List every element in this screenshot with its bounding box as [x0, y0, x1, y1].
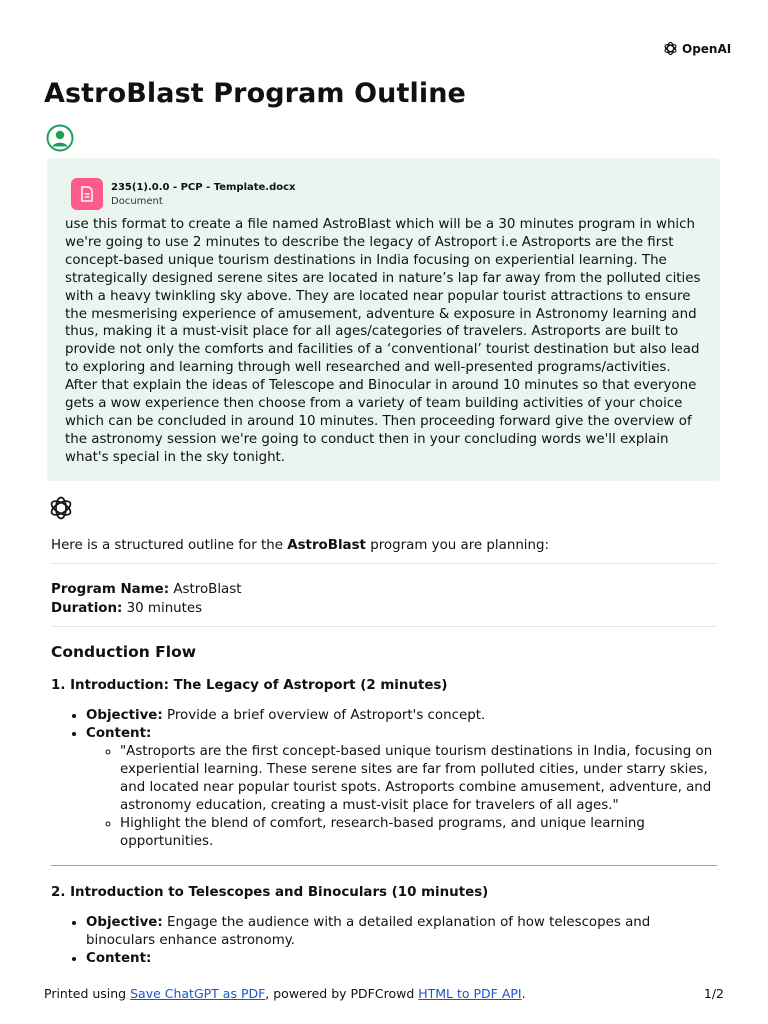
objective-text: Engage the audience with a detailed explanation of how telescopes and binoculars enhance astronomy. — [86, 915, 651, 948]
attachment-name: 235(1).0.0 - PCP - Template.docx — [111, 181, 296, 193]
openai-icon — [662, 40, 679, 57]
part-2-list — [51, 914, 717, 968]
objective-label: Objective: — [86, 708, 163, 723]
divider — [51, 626, 717, 627]
footer-middle: , powered by PDFCrowd — [265, 986, 419, 1001]
objective-text: Provide a brief overview of Astroport's concept. — [162, 708, 486, 723]
list-item — [86, 707, 717, 725]
save-chatgpt-link[interactable]: Save ChatGPT as PDF — [130, 986, 266, 1001]
footer-text — [44, 986, 526, 1001]
user-avatar-icon — [46, 124, 74, 152]
objective-label: Objective: — [86, 915, 163, 930]
list-item — [86, 950, 717, 968]
content-label: Content: — [86, 726, 152, 741]
content-label: Content: — [86, 951, 152, 966]
user-prompt-box — [47, 158, 720, 481]
part-1-list — [51, 707, 717, 851]
duration-value: 30 minutes — [122, 601, 203, 616]
footer-prefix: Printed using — [44, 986, 131, 1001]
openai-logo — [662, 40, 731, 57]
section-heading: Conduction Flow — [51, 643, 197, 661]
attachment-type: Document — [111, 195, 163, 207]
page-title: AstroBlast Program Outline — [44, 78, 466, 109]
intro-bold: AstroBlast — [287, 538, 366, 553]
duration-line — [51, 599, 717, 618]
intro-text: Here is a structured outline for the — [51, 538, 288, 553]
program-name-value: AstroBlast — [169, 582, 242, 597]
list-item — [86, 725, 717, 851]
duration-label: Duration: — [51, 601, 123, 616]
part-heading: 1. Introduction: The Legacy of Astroport (2 minutes) — [51, 678, 448, 693]
attachment-chip[interactable] — [71, 178, 296, 210]
sublist-item: ◦ Highlight the blend of comfort, research-based programs, and unique learning opportunities. — [120, 815, 717, 851]
part-heading: 2. Introduction to Telescopes and Binoculars (10 minutes) — [51, 885, 489, 900]
sublist-item: ◦ "Astroports are the first concept-based unique tourism destinations in India, focusing on experiential learning. These serene sites are far from polluted cities, under starry skies, and located near popular tourist spots. Astroports combine amusement, adventure, and astronomy education, creating a must-visit place for travelers of all ages." — [120, 743, 717, 815]
chatgpt-icon — [47, 494, 75, 522]
brand-name: OpenAI — [682, 41, 732, 56]
page-number: 1/2 — [703, 986, 724, 1001]
document-icon — [71, 178, 103, 210]
html-to-pdf-link[interactable]: HTML to PDF API — [418, 986, 522, 1001]
section-divider — [51, 865, 717, 866]
divider — [51, 563, 717, 564]
assistant-response — [51, 536, 717, 968]
print-footer — [44, 986, 724, 1001]
content-sublist — [86, 743, 717, 851]
prompt-text: use this format to create a file named AstroBlast which will be a 30 minutes program in which we're going to use 2 minutes to describe the legacy of Astroport i.e Astroports are the first concept-based unique tourism destinations in India focusing on experiential learning. The strategically designed serene sites are located in nature’s lap far away from the polluted cities with a heavy twinkling sky above. They are located near popular tourist attractions to ensure the mesmerising experience of amusement, adventure & exposure in Astronomy learning and thus, making it a must-visit place for all ages/categories of travelers. Astroports are built to provide not only the comforts and facilities of a ‘conventional’ tourist destination but also lead to exploring and learning through well researched and well-presented programs/activities. After that explain the ideas of Telescope and Binocular in around 10 minutes so that everyone gets a wow experience then choose from a variety of team building activities of your choice which can be concluded in around 10 minutes. Then proceeding forward give the overview of the astronomy session we're going to conduct then in your concluding words we'll explain what's special in the sky tonight. — [65, 217, 701, 465]
list-item — [86, 914, 717, 950]
program-name-label: Program Name: — [51, 582, 170, 597]
footer-suffix: . — [521, 986, 526, 1001]
intro-text-end: program you are planning: — [365, 538, 550, 553]
response-intro — [51, 536, 717, 555]
program-name-line — [51, 580, 717, 599]
